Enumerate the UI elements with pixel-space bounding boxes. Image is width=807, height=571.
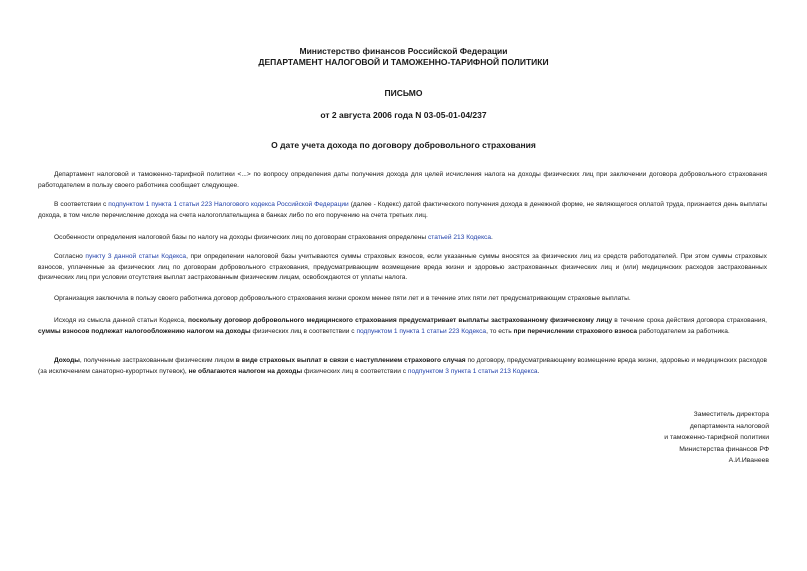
paragraph-3-text-2: . <box>491 234 493 241</box>
paragraph-4-text-1: Согласно <box>54 253 86 260</box>
link-subparagraph-1-art-223[interactable]: подпунктом 1 пункта 1 статьи 223 Кодекса <box>356 327 487 335</box>
paragraph-2 <box>38 200 767 221</box>
link-point-3-article[interactable]: пункту 3 данной статьи Кодекса <box>85 253 187 260</box>
paragraph-3 <box>38 233 767 244</box>
signature-position-line-3: и таможенно-тарифной политики <box>664 434 769 442</box>
link-subparagraph-1-art-223-tax-code[interactable]: подпунктом 1 пункта 1 статьи 223 Налогового кодекса Российской Федерации <box>108 201 349 208</box>
link-subparagraph-3-art-213[interactable]: подпунктом 3 пункта 1 статьи 213 Кодекса <box>407 367 538 375</box>
paragraph-6-text-2: в течение срока действия договора страхования, <box>612 317 768 324</box>
paragraph-2-text-2: (далее - Кодекс) датой фактического получения дохода в денежной форме, не являющегося оплатой труда, признается день выплаты дохода, в том числе перечисление дохода на счета налогоплательщика в банках либо по его поручению на счета третьих лиц. <box>38 201 767 219</box>
paragraph-7-text-2: по договору, предусматривающему возмещение вреда жизни, здоровью и медицинских расходов (за исключением санаторно-курортных путевок), <box>38 357 768 375</box>
paragraph-6-text-3: физических лиц в соответствии с <box>250 327 357 335</box>
signature-position-line-2: департамента налоговой <box>689 422 769 430</box>
document-date-number: от 2 августа 2006 года N 03-05-01-04/237 <box>320 110 487 120</box>
paragraph-4-text-2: , при определении налоговой базы учитываются суммы страховых взносов, если указанные суммы вносятся за физических лиц из средств работодателей. При этом суммы страховых взносов, уплаченные за физических лиц по договорам добровольного страхования, предусматривающим возмещение вреда жизни и здоровью застрахованных физических лиц и (или) медицинских расходов застрахованных физических лиц при условии отсутствия выплат застрахованным физическим лицам, освобождаются от уплаты налога. <box>38 253 767 281</box>
paragraph-2-text-1: В соответствии с <box>54 201 109 208</box>
paragraph-6-text-1: Исходя из смысла данной статьи Кодекса, <box>54 317 189 324</box>
department-name: ДЕПАРТАМЕНТ НАЛОГОВОЙ И ТАМОЖЕННО-ТАРИФНОЙ ПОЛИТИКИ <box>258 57 549 67</box>
paragraph-7 <box>38 356 767 377</box>
paragraph-6-text-5: работодателем за работника. <box>637 327 730 335</box>
paragraph-6-bold-1: поскольку договор добровольного медицинского страхования предусматривает выплаты застрахованному физическому лицу <box>188 317 613 324</box>
paragraph-7-bold-1: Доходы <box>54 357 80 364</box>
paragraph-4 <box>38 252 767 284</box>
paragraph-5-text: Организация заключила в пользу своего работника договор добровольного страхования жизни сроком менее пяти лет и в течение этих пяти лет предусматривающим страховые выплаты. <box>54 295 631 302</box>
signature-block <box>549 409 769 467</box>
paragraph-7-text-3: физических лиц в соответствии с <box>302 367 408 375</box>
signature-position-line-4: Министерства финансов РФ <box>679 445 769 453</box>
paragraph-5 <box>38 294 767 305</box>
document-title: О дате учета дохода по договору добровольного страхования <box>271 140 536 150</box>
paragraph-6-bold-3: при перечислении страхового взноса <box>513 327 638 335</box>
link-article-213[interactable]: статьей 213 Кодекса <box>427 234 491 241</box>
paragraph-7-text-1: , полученные застрахованным физическим лицом <box>79 357 236 364</box>
paragraph-3-text-1: Особенности определения налоговой базы по налогу на доходы физических лиц по договорам страхования определены <box>54 234 428 241</box>
signatory-name: А.И.Иванеев <box>728 457 769 465</box>
document-type: ПИСЬМО <box>384 88 423 98</box>
paragraph-1-text: Департамент налоговой и таможенно-тарифной политики <...> по вопросу определения даты получения дохода для целей исчисления налога на доходы физических лиц при заключении договора добровольного страхования работодателем в пользу своего работника сообщает следующее. <box>38 171 767 189</box>
paragraph-6-text-4: , то есть <box>486 327 514 335</box>
paragraph-7-bold-3: не облагаются налогом на доходы <box>188 367 303 375</box>
paragraph-7-text-4: . <box>537 367 540 375</box>
paragraph-7-bold-2: в виде страховых выплат в связи с наступлением страхового случая <box>235 357 466 364</box>
ministry-name: Министерство финансов Российской Федерации <box>299 46 508 56</box>
signature-position-line-1: Заместитель директора <box>693 411 769 418</box>
paragraph-6-bold-2: суммы взносов подлежат налогообложению налогом на доходы <box>38 327 251 335</box>
paragraph-1 <box>38 170 767 191</box>
paragraph-6 <box>38 316 767 337</box>
